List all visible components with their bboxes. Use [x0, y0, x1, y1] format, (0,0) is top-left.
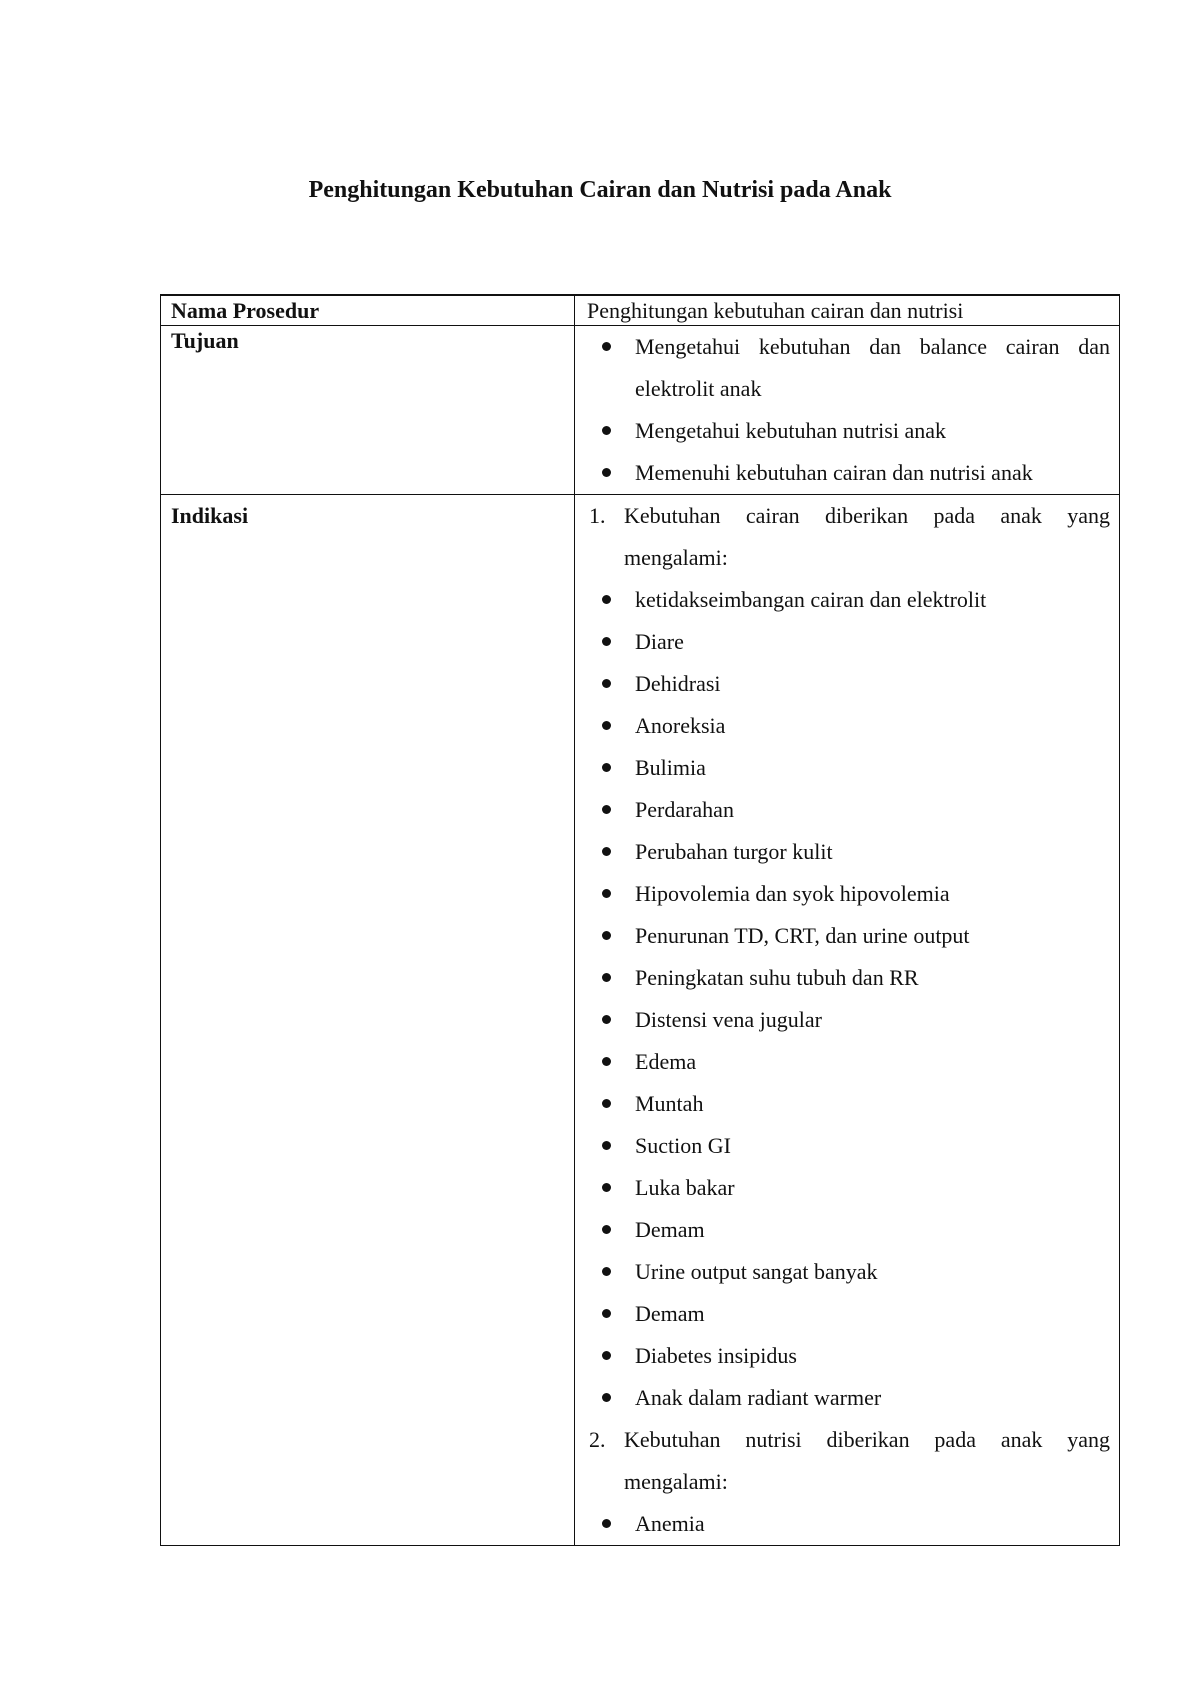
indikasi-sections [583, 495, 1110, 1545]
list-item: Urine output sangat banyak [635, 1251, 1110, 1293]
section-text: Kebutuhan cairan diberikan pada anak yang mengalami: [624, 503, 1110, 570]
section-text: Kebutuhan nutrisi diberikan pada anak yang mengalami: [624, 1427, 1110, 1494]
row-label-nama-prosedur: Nama Prosedur [161, 295, 575, 326]
table-row-nama-prosedur [161, 295, 1120, 326]
row-value-tujuan [575, 326, 1120, 495]
tujuan-list [583, 326, 1110, 494]
list-item: ketidakseimbangan cairan dan elektrolit [635, 579, 1110, 621]
list-item: Muntah [635, 1083, 1110, 1125]
row-value-nama-prosedur [575, 295, 1120, 326]
indikasi-cairan-list [583, 579, 1110, 1419]
list-item: Penurunan TD, CRT, dan urine output [635, 915, 1110, 957]
list-item: Dehidrasi [635, 663, 1110, 705]
list-item: Suction GI [635, 1125, 1110, 1167]
list-item: Anemia [635, 1503, 1110, 1545]
list-item: Memenuhi kebutuhan cairan dan nutrisi anak [635, 452, 1110, 494]
section-number: 1. [589, 503, 606, 528]
list-item: Bulimia [635, 747, 1110, 789]
list-item: Peningkatan suhu tubuh dan RR [635, 957, 1110, 999]
list-item: Luka bakar [635, 1167, 1110, 1209]
list-item: Perdarahan [635, 789, 1110, 831]
list-item: Edema [635, 1041, 1110, 1083]
row-label-tujuan: Tujuan [161, 326, 575, 495]
list-item: Demam [635, 1293, 1110, 1335]
indikasi-section-1 [583, 495, 1110, 1419]
list-item: Diare [635, 621, 1110, 663]
table-row-indikasi [161, 495, 1120, 1546]
list-item: Hipovolemia dan syok hipovolemia [635, 873, 1110, 915]
procedure-table [160, 294, 1120, 1546]
row-label-indikasi: Indikasi [161, 495, 575, 1546]
list-item: Diabetes insipidus [635, 1335, 1110, 1377]
table-row-tujuan [161, 326, 1120, 495]
list-item: Perubahan turgor kulit [635, 831, 1110, 873]
list-item: Mengetahui kebutuhan dan balance cairan dan elektrolit anak [635, 326, 1110, 410]
section-number: 2. [589, 1427, 606, 1452]
procedure-name-text: Penghitungan kebutuhan cairan dan nutrisi [587, 298, 964, 323]
indikasi-nutrisi-list [583, 1503, 1110, 1545]
document-title: Penghitungan Kebutuhan Cairan dan Nutrisi pada Anak [308, 177, 892, 203]
list-item: Anoreksia [635, 705, 1110, 747]
indikasi-section-2 [583, 1419, 1110, 1545]
list-item: Mengetahui kebutuhan nutrisi anak [635, 410, 1110, 452]
list-item: Anak dalam radiant warmer [635, 1377, 1110, 1419]
row-value-indikasi [575, 495, 1120, 1546]
list-item: Distensi vena jugular [635, 999, 1110, 1041]
list-item: Demam [635, 1209, 1110, 1251]
